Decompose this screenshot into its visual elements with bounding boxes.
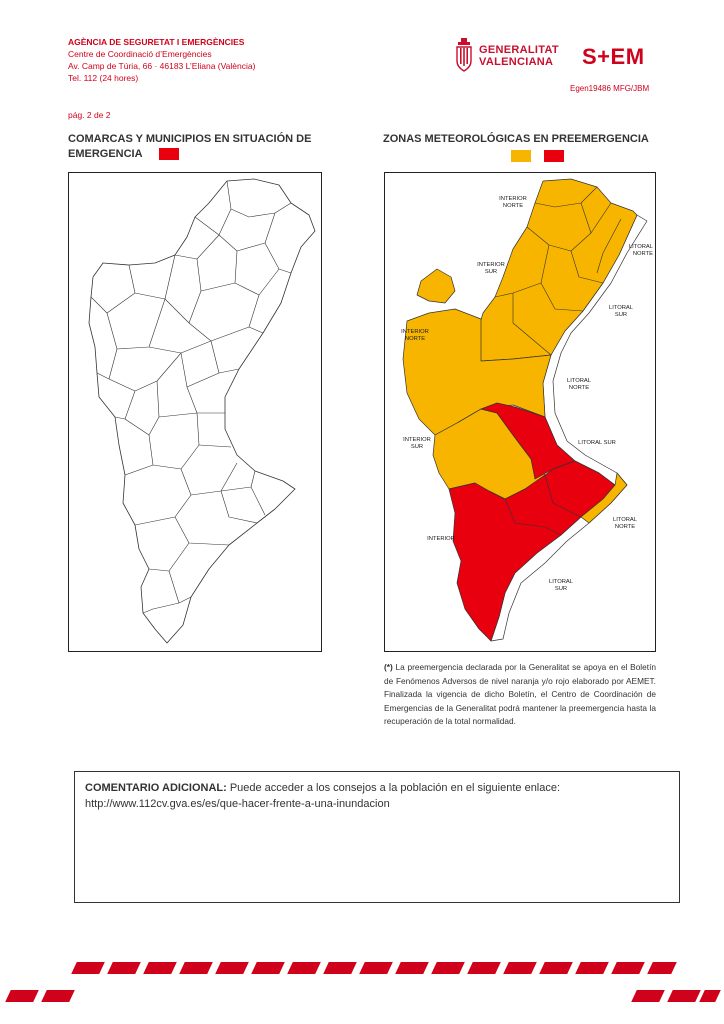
- left-section-title: [68, 132, 358, 162]
- region-outline: [89, 179, 315, 643]
- comment-label: COMENTARIO ADICIONAL:: [85, 782, 227, 794]
- additional-comment-box: [74, 771, 680, 903]
- red-swatch: [544, 150, 564, 162]
- org-name: AGÈNCIA DE SEGURETAT I EMERGÈNCIES: [68, 37, 245, 47]
- zone-label-litoral-sur: LITORAL SUR: [578, 440, 616, 446]
- right-title: ZONAS METEOROLÓGICAS EN PREEMERGENCIA: [383, 133, 649, 145]
- zone-ademuz: [417, 269, 455, 303]
- zone-label-interior-norte: NORTE: [404, 336, 426, 342]
- generalitat-shield-icon: [455, 38, 473, 72]
- zone-label-litoral-sur: SUR: [614, 312, 628, 318]
- zone-label-litoral-norte: LITORAL: [566, 378, 592, 384]
- advice-link[interactable]: http://www.112cv.gva.es/es/que-hacer-frente-a-una-inundacion: [85, 798, 390, 810]
- page-number: pág. 2 de 2: [68, 110, 111, 120]
- zone-label-interior-sur: INTERIOR: [477, 262, 505, 268]
- municipalities-map-svg: [69, 173, 321, 651]
- stripe: [143, 962, 177, 974]
- stripe: [323, 962, 357, 974]
- left-title-line1: COMARCAS Y MUNICIPIOS EN SITUACIÓN DE: [68, 133, 312, 145]
- stripe: [503, 962, 537, 974]
- stripe: [575, 962, 609, 974]
- zone-label-litoral-norte: LITORAL: [612, 517, 638, 523]
- stripe: [467, 962, 501, 974]
- zone-label-litoral-norte: NORTE: [614, 524, 636, 530]
- stripe: [41, 990, 75, 1002]
- zone-red-south: [449, 461, 615, 641]
- org-center: Centre de Coordinació d’Emergències: [68, 49, 212, 59]
- zone-label-interior-norte: NORTE: [502, 203, 524, 209]
- emergency-swatch: [159, 148, 179, 160]
- stripe: [539, 962, 573, 974]
- orange-swatch: [511, 150, 531, 162]
- stripe: [359, 962, 393, 974]
- zone-label-interior-sur: INTERIOR: [403, 437, 431, 443]
- zone-label-litoral-sur: SUR: [554, 586, 568, 592]
- generalitat-logo: [455, 38, 575, 74]
- zone-label-interior: INTERIOR: [427, 536, 455, 542]
- stripe: [667, 990, 701, 1002]
- sem-logo: S+EM: [582, 44, 645, 69]
- zone-label-litoral-sur: LITORAL: [608, 305, 634, 311]
- stripe: [287, 962, 321, 974]
- stripe: [215, 962, 249, 974]
- right-section-title: [383, 132, 683, 164]
- left-title-line2: EMERGENCIA: [68, 148, 143, 160]
- stripe: [395, 962, 429, 974]
- stripe: [179, 962, 213, 974]
- stripe: [647, 962, 677, 974]
- zone-label-interior-sur: SUR: [484, 269, 498, 275]
- meteorological-zones-map: [384, 172, 656, 652]
- stripe: [611, 962, 645, 974]
- stripe: [5, 990, 39, 1002]
- document-reference: Egen19486 MFG/JBM: [570, 84, 650, 93]
- zones-map-svg: [385, 173, 655, 651]
- note-text: La preemergencia declarada por la Generalitat se apoya en el Boletín de Fenómenos Adversos de nivel naranja y/o rojo elaborado por AEMET. Finalizada la vigencia de dicho Boletín, el Centro de Coordinación de Emergencias de la Generalitat podrá mantener la preemergencia hasta la recuperación de la total normalidad.: [384, 662, 656, 727]
- stripe: [431, 962, 465, 974]
- municipalities-map: [68, 172, 322, 652]
- zone-label-interior-norte: INTERIOR: [499, 196, 527, 202]
- stripe: [251, 962, 285, 974]
- org-phone: Tel. 112 (24 hores): [68, 73, 139, 83]
- logo-gv-line2: VALENCIANA: [479, 56, 554, 68]
- zone-label-litoral-norte: LITORAL: [628, 244, 653, 250]
- zone-label-litoral-norte: NORTE: [632, 251, 653, 257]
- stripe: [631, 990, 665, 1002]
- org-address: Av. Camp de Túria, 66 · 46183 L’Eliana (València): [68, 61, 256, 71]
- comment-text: Puede acceder a los consejos a la población en el siguiente enlace:: [226, 782, 561, 794]
- note-marker: (*): [384, 662, 393, 672]
- zone-label-litoral-sur: LITORAL: [548, 579, 574, 585]
- logo-gv-line1: GENERALITAT: [479, 44, 559, 56]
- zone-label-interior-sur: SUR: [410, 444, 424, 450]
- preemergency-note: [384, 661, 656, 729]
- stripe: [71, 962, 105, 974]
- stripe: [107, 962, 141, 974]
- organization-header: [68, 36, 255, 84]
- stripe: [699, 990, 721, 1002]
- zone-label-litoral-norte: NORTE: [568, 385, 590, 391]
- zone-label-interior-norte: INTERIOR: [401, 329, 429, 335]
